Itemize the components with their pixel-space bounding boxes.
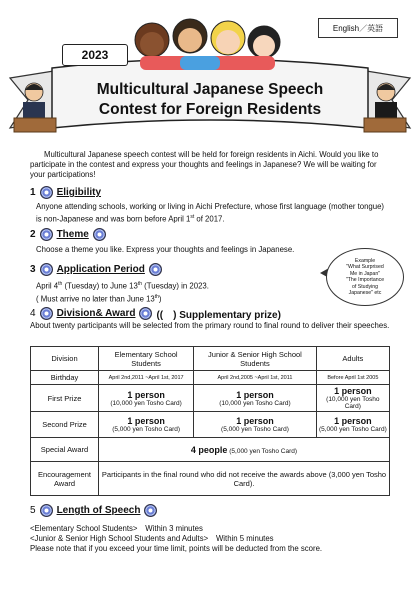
bubble-line: Japanese" etc (348, 290, 382, 297)
title-line-1: Multicultural Japanese Speech (96, 81, 324, 98)
people-illustration (135, 19, 280, 70)
section-eligibility-heading (30, 186, 101, 199)
division-label: Division (31, 347, 99, 371)
birthday-adults: Before April 1st 2005 (316, 371, 389, 385)
col-adults: Adults (316, 347, 389, 371)
table-cell: 1 person (10,000 yen Tosho Card) (194, 385, 316, 412)
table-cell: 1 person (5,000 yen Tosho Card) (316, 412, 389, 438)
section-title: Eligibility (56, 187, 102, 198)
theme-text: Choose a theme you like. Express your thoughts and feelings in Japanese. (36, 245, 295, 254)
title-banner (0, 0, 420, 150)
emblem-icon (40, 263, 53, 276)
title-line-2: Contest for Foreign Residents (98, 101, 322, 118)
birthday-elementary: April 2nd,2011 ~April 1st, 2017 (99, 371, 194, 385)
section-application-heading (30, 263, 162, 276)
birthday-label: Birthday (31, 371, 99, 385)
length-text (30, 524, 400, 555)
section-number: 1 (30, 187, 36, 198)
birthday-junior-senior: April 2nd,2005 ~April 1st, 2011 (194, 371, 316, 385)
table-cell: 4 people (5,000 yen Tosho Card) (99, 438, 390, 462)
page-title (58, 80, 362, 120)
bubble-line: "The Importance (345, 277, 385, 284)
year-label: 2023 (62, 44, 128, 66)
special-award-label: Special Award (31, 438, 99, 462)
section-theme-heading (30, 228, 106, 241)
emblem-icon (144, 504, 157, 517)
col-elementary: Elementary School Students (99, 347, 194, 371)
col-junior-senior: Junior & Senior High School Students (194, 347, 316, 371)
emblem-icon (40, 504, 53, 517)
second-prize-label: Second Prize (31, 412, 99, 438)
table-cell: 1 person (5,000 yen Tosho Card) (99, 412, 194, 438)
section-title: Division& Award (56, 308, 136, 319)
emblem-icon (40, 307, 53, 320)
language-button[interactable]: English／英語 (318, 18, 398, 38)
eligibility-text: Anyone attending schools, working or living in Aichi Prefecture, whose first language (mother tongue) is non-Japanese and was born before April 1st of 2017. (36, 202, 385, 224)
length-line: Please note that if you exceed your time limit, points will be deducted from the score. (30, 544, 323, 554)
length-line: <Elementary School Students> Within 3 minutes (30, 524, 203, 533)
emblem-icon (40, 228, 53, 241)
table-cell: 1 person (5,000 yen Tosho Card) (194, 412, 316, 438)
emblem-icon (149, 263, 162, 276)
encouragement-award-label: Encouragement Award (31, 462, 99, 496)
section-number: 2 (30, 229, 36, 240)
table-cell: 1 person (10,000 yen Tosho Card) (316, 385, 389, 412)
section-number: 5 (30, 505, 36, 516)
bubble-line: "What Surprised (346, 264, 384, 271)
first-prize-label: First Prize (31, 385, 99, 412)
table-row (31, 385, 390, 412)
section-number: 4 (30, 308, 36, 319)
length-line: <Junior & Senior High School Students and Adults> Within 5 minutes (30, 534, 274, 544)
section-title: Application Period (56, 264, 145, 275)
section-title-suffix: (( ) Supplementary prize) (156, 310, 281, 321)
section-title: Theme (56, 229, 89, 240)
division-text: About twenty participants will be selected from the primary round to final round to deliver their speeches. (30, 321, 390, 330)
section-number: 3 (30, 264, 36, 275)
application-text: April 4th (Tuesday) to June 13th (Tuesday) in 2023. ( Must arrive no later than June 13th) (36, 281, 209, 304)
table-row (31, 462, 390, 496)
table-cell: 1 person (10,000 yen Tosho Card) (99, 385, 194, 412)
award-table (30, 346, 390, 496)
bubble-line: Example (354, 258, 376, 264)
bubble-line: Me in Japan" (349, 270, 381, 277)
emblem-icon (139, 307, 152, 320)
emblem-icon (93, 228, 106, 241)
section-length-heading (30, 504, 157, 517)
table-row (31, 438, 390, 462)
section-division-heading (30, 306, 281, 321)
section-title: Length of Speech (56, 505, 141, 516)
table-row (31, 412, 390, 438)
intro-paragraph: Multicultural Japanese speech contest will be held for foreign residents in Aichi. Would you like to participate in the contest and express your thoughts and feelings in Japanese? We will be waiting for your participations! (30, 150, 379, 180)
emblem-icon (40, 186, 53, 199)
table-cell: Participants in the final round who did not receive the awards above (3,000 yen Tosho Card). (99, 462, 390, 496)
bubble-line: of Studying (352, 283, 378, 290)
